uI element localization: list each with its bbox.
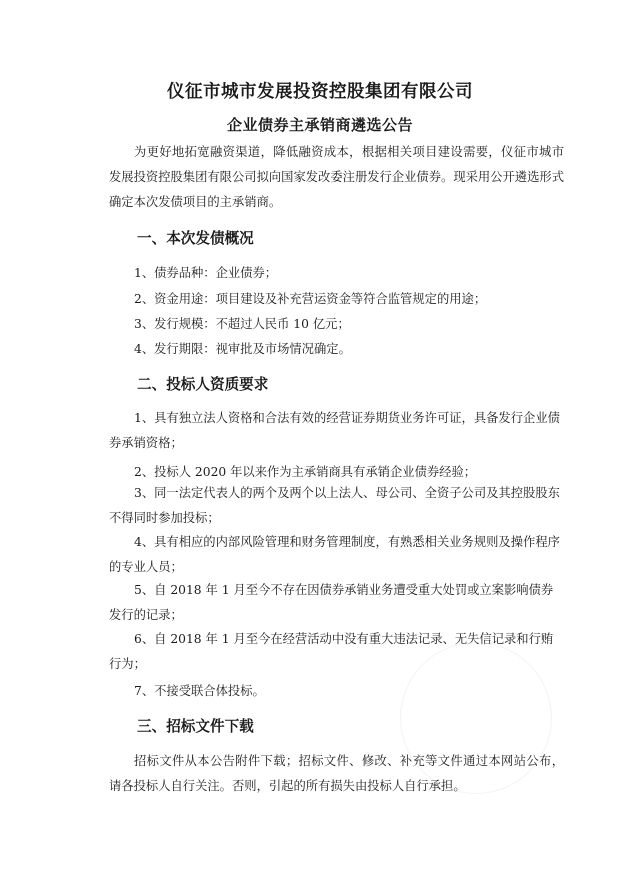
section2-item: 2、投标人 2020 年以来作为主承销商具有承销企业债券经验；: [134, 465, 477, 479]
section1-item: 1、债券品种：企业债券；: [134, 266, 278, 280]
section2-item: 3、同一法定代表人的两个及两个以上法人、母公司、全资子公司及其控股股东不得同时参加投标；: [109, 486, 560, 525]
section1-item: 4、发行期限：视审批及市场情况确定。: [134, 342, 351, 356]
section2-heading: 二、投标人资质要求: [137, 376, 269, 393]
section2-item: 1、具有独立法人资格和合法有效的经营证券期货业务许可证，具备发行企业债券承销资格；: [109, 411, 560, 450]
section3-heading: 三、招标文件下载: [137, 718, 254, 735]
document-subtitle: 企业债券主承销商遴选公告: [226, 116, 413, 134]
section2-item: 7、不接受联合体投标。: [134, 684, 265, 698]
section2-item: 4、具有相应的内部风险管理和财务管理制度，有熟悉相关业务规则及操作程序的专业人员；: [109, 535, 560, 574]
section2-item: 6、自 2018 年 1 月至今在经营活动中没有重大违法记录、无失信记录和行贿行为；: [109, 632, 554, 671]
section1-item: 2、资金用途：项目建设及补充营运资金等符合监管规定的用途；: [134, 292, 487, 306]
section1-item: 3、发行规模：不超过人民币 10 亿元；: [134, 317, 350, 331]
section1-heading: 一、本次发债概况: [137, 230, 254, 247]
section3-paragraph: 招标文件从本公告附件下载；招标文件、修改、补充等文件通过本网站公布，请各投标人自行关注。否则，引起的所有损失由投标人自行承担。: [109, 754, 564, 793]
document-title: 仪征市城市发展投资控股集团有限公司: [167, 82, 473, 102]
intro-paragraph: 为更好地拓宽融资渠道，降低融资成本，根据相关项目建设需要，仪征市城市发展投资控股集团有限公司拟向国家发改委注册发行企业债券。现采用公开遴选形式确定本次发债项目的主承销商。: [109, 145, 564, 209]
section2-item: 5、自 2018 年 1 月至今不存在因债券承销业务遭受重大处罚或立案影响债券发行的记录；: [109, 583, 554, 622]
